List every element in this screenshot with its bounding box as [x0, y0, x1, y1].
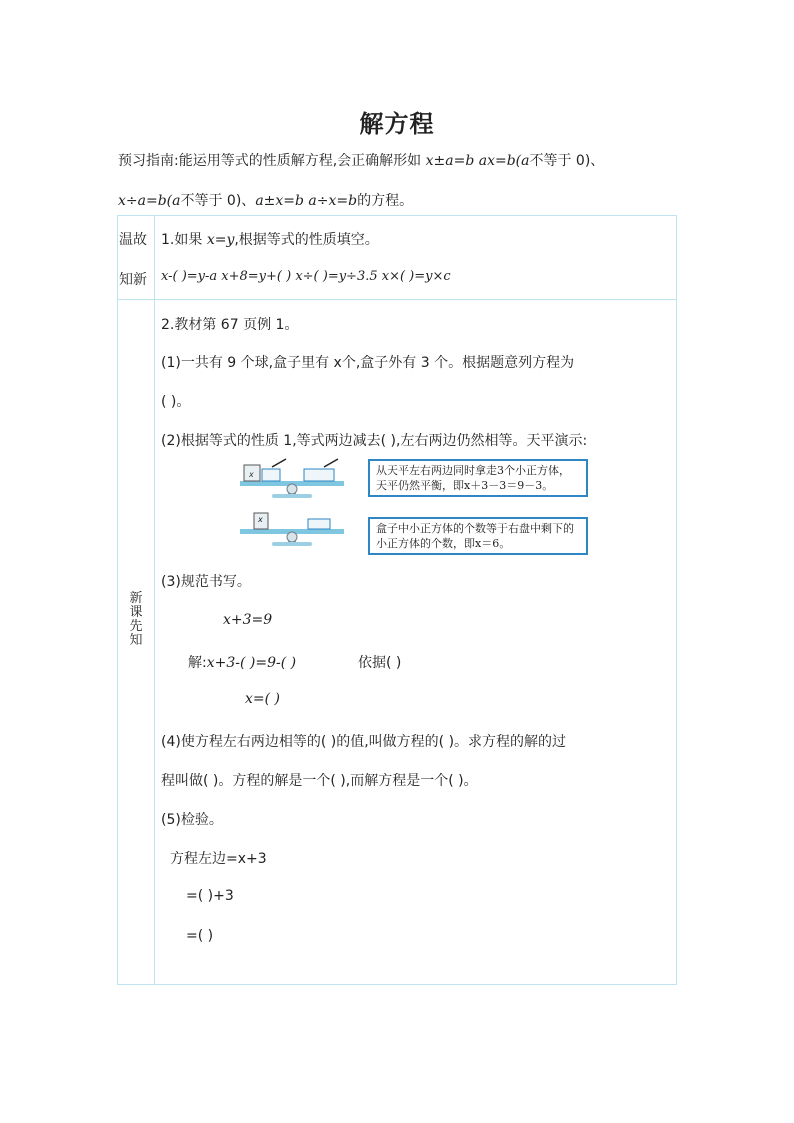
- check-line-1: 方程左边=x+3: [170, 851, 267, 867]
- svg-text:x: x: [249, 470, 254, 479]
- basis-blank: 依据( ): [358, 655, 402, 671]
- part-5-text: (5)检验。: [161, 812, 223, 828]
- intro-line1-prefix: 预习指南:能运用等式的性质解方程,会正确解形如: [118, 153, 426, 169]
- part-4-line-1: (4)使方程左右两边相等的( )的值,叫做方程的( )。求方程的解的过: [161, 734, 567, 750]
- intro-line-1: [118, 150, 604, 170]
- intro-line2-math: x÷a=b(a: [118, 193, 181, 209]
- row-divider: [118, 299, 676, 300]
- part-1-blank: ( )。: [161, 394, 191, 410]
- intro-line2-mid: 不等于 0)、: [180, 193, 256, 209]
- new-lesson-label: 新课先知: [129, 591, 143, 648]
- page-title: 解方程: [359, 110, 435, 138]
- intro-line1-suffix: 不等于 0)、: [529, 153, 605, 169]
- review-label-bottom: 知新: [119, 272, 147, 288]
- q1-math: x=y: [206, 232, 235, 248]
- solution-line: [188, 652, 296, 672]
- balance-figure: [232, 457, 592, 557]
- note-box-2: 盒子中小正方体的个数等于右盘中剩下的小正方体的个数，即x＝6。: [368, 517, 588, 555]
- equation: x+3=9: [223, 612, 273, 628]
- note-box-1: 从天平左右两边同时拿走3个小正方体，天平仍然平衡，即x＋3－3＝9－3。: [368, 459, 588, 497]
- question-2: 2.教材第 67 页例 1。: [161, 317, 299, 333]
- box-label: x: [258, 515, 263, 524]
- solution-steps: x+3-( )=9-( ): [206, 655, 297, 671]
- column-divider: [154, 216, 155, 984]
- part-1-text: (1)一共有 9 个球,盒子里有 x个,盒子外有 3 个。根据题意列方程为: [161, 355, 575, 371]
- q1-suffix: ,根据等式的性质填空。: [234, 232, 379, 248]
- balance-scale-illustration: [232, 457, 352, 557]
- review-fill-line: x-( )=y-a x+8=y+( ) x÷( )=y÷3.5 x×( )=y×c: [161, 269, 451, 284]
- part-3-text: (3)规范书写。: [161, 574, 251, 590]
- balance-top-icon: [240, 459, 344, 498]
- intro-line2-suffix: 的方程。: [357, 193, 414, 209]
- review-label-top: 温故: [119, 232, 147, 248]
- balance-bottom-icon: [240, 513, 344, 546]
- part-4-line-2: 程叫做( )。方程的解是一个( ),而解方程是一个( )。: [161, 773, 478, 789]
- answer-line: x=( ): [245, 691, 280, 707]
- solution-prefix: 解:: [188, 655, 207, 671]
- intro-line2-math2: a±x=b a÷x=b: [255, 193, 358, 209]
- intro-line-2: [118, 190, 413, 210]
- intro-line1-math: x±a=b ax=b(a: [425, 153, 530, 169]
- q1-prefix: 1.如果: [161, 232, 207, 248]
- part-2-text: (2)根据等式的性质 1,等式两边减去( ),左右两边仍然相等。天平演示:: [161, 433, 588, 449]
- check-line-3: =( ): [186, 928, 214, 944]
- check-line-2: =( )+3: [186, 888, 234, 904]
- review-question-1: [161, 229, 379, 249]
